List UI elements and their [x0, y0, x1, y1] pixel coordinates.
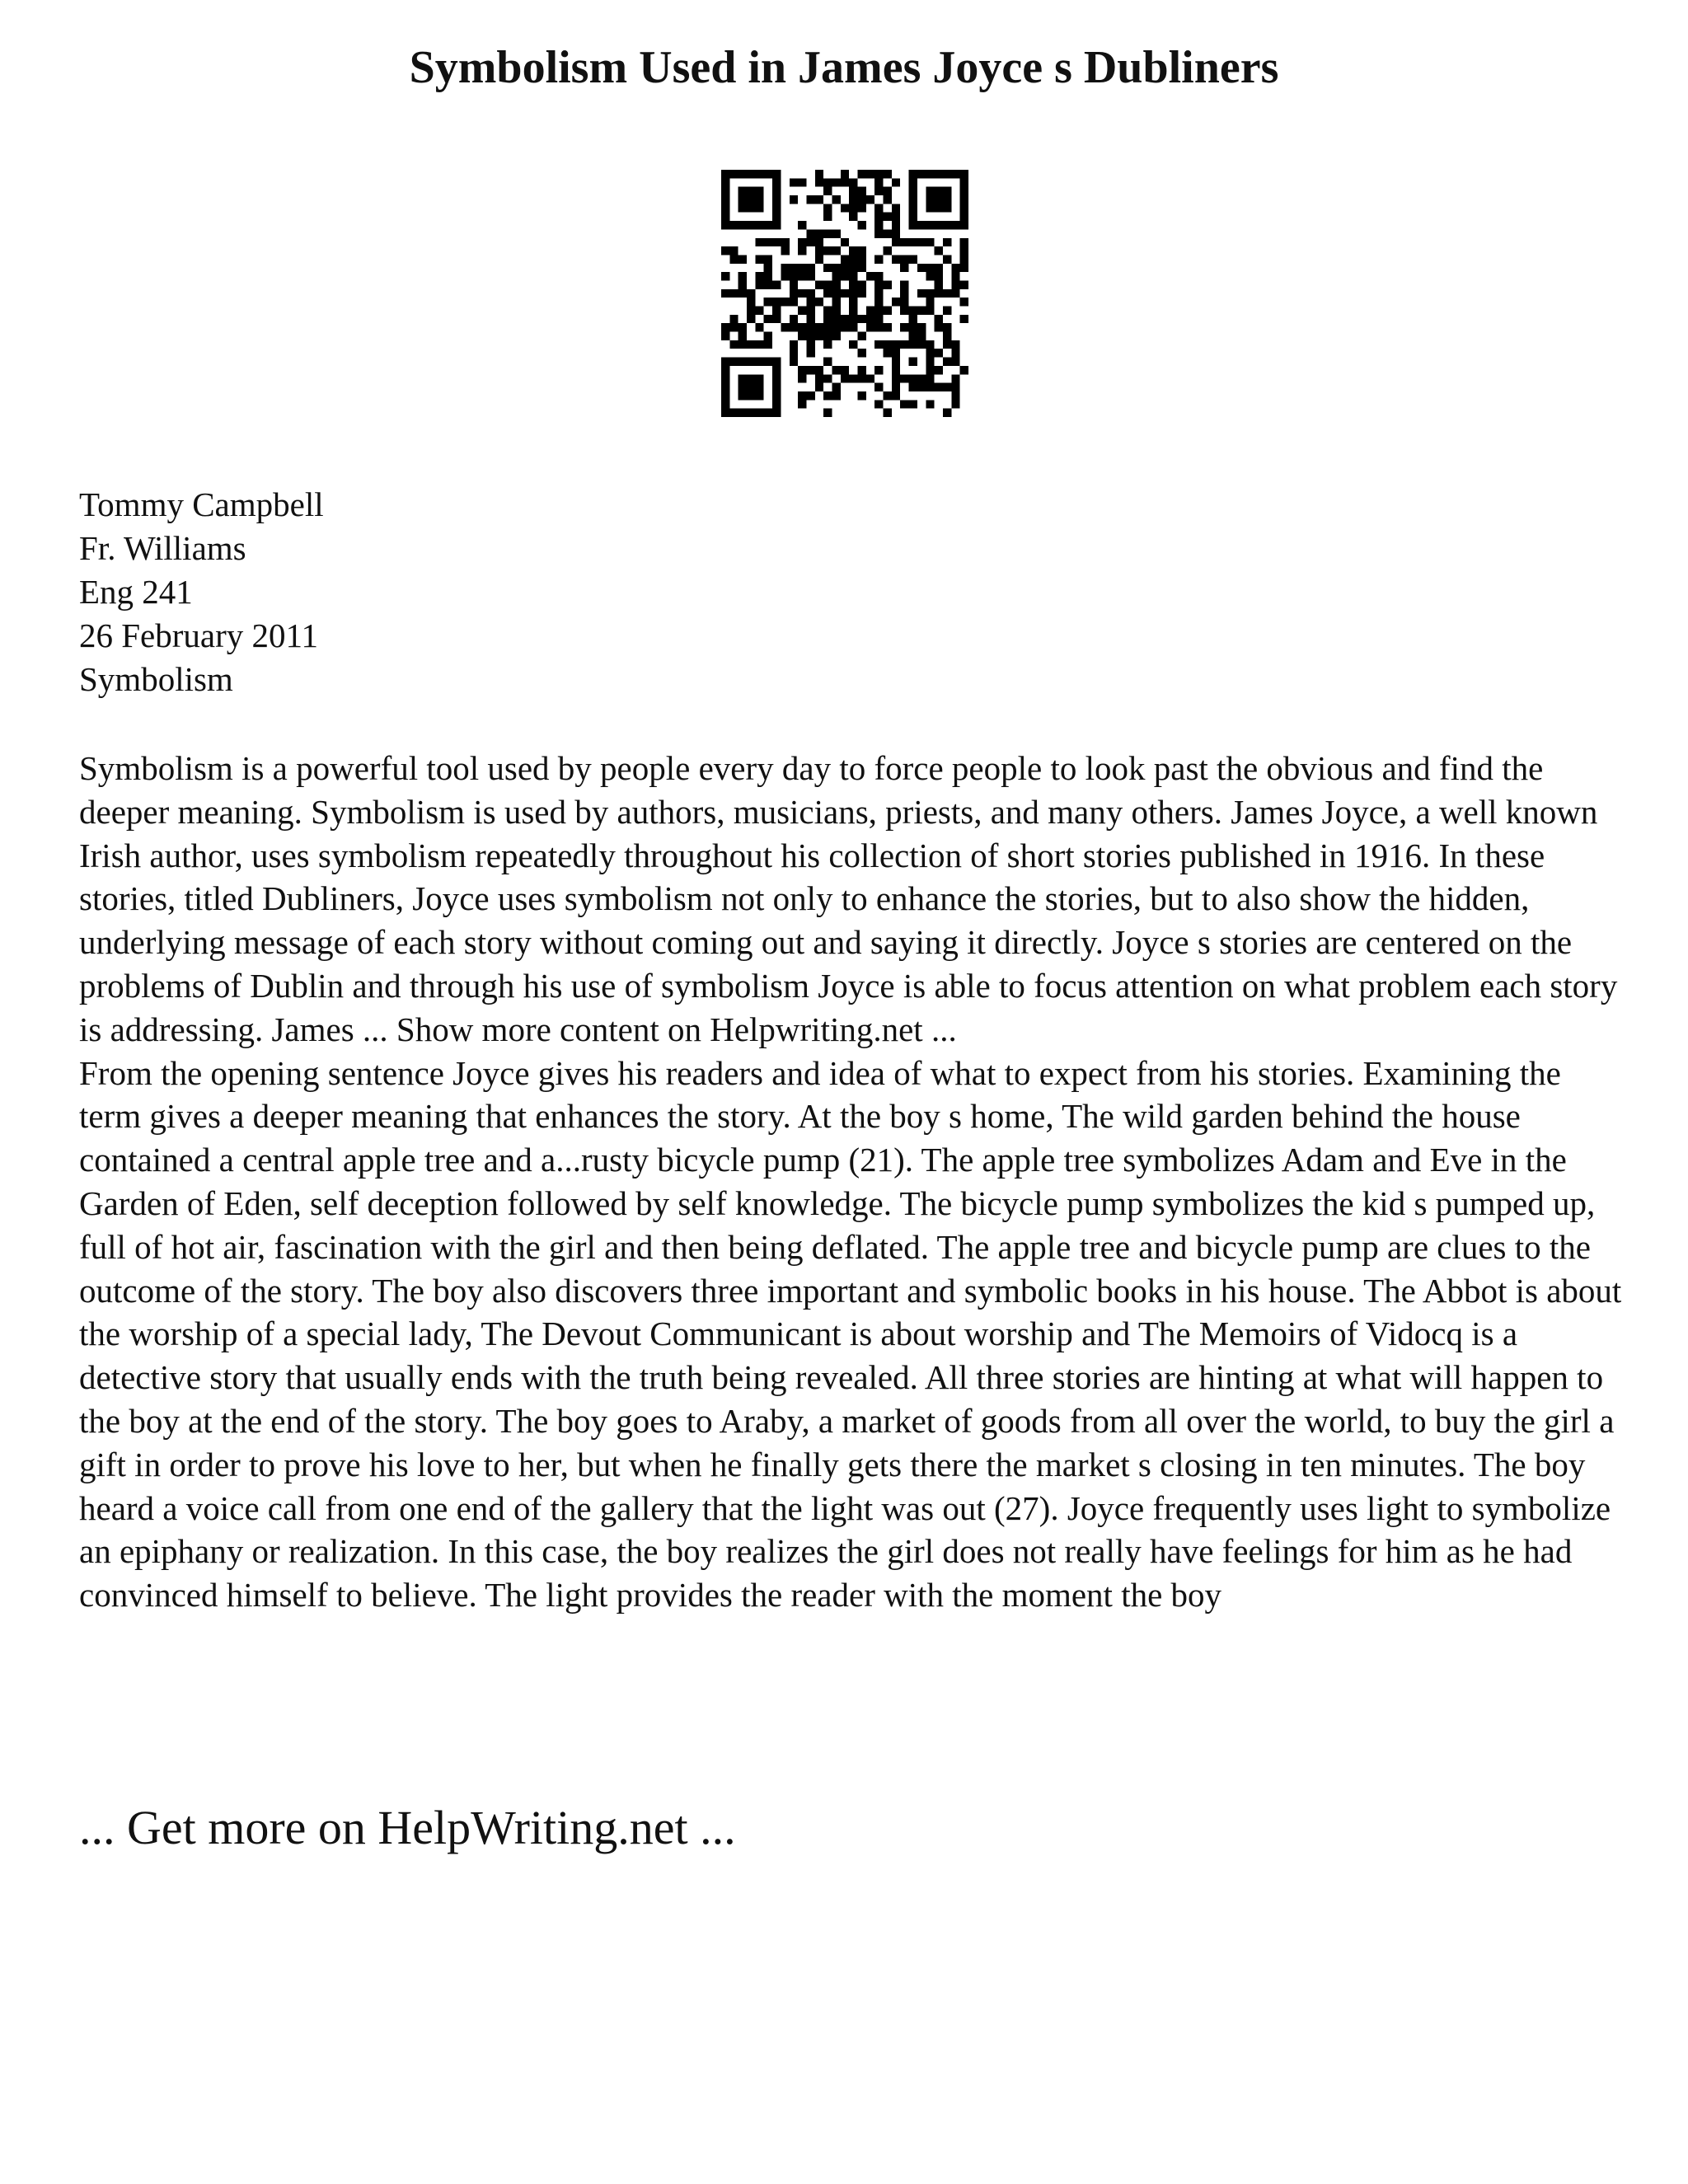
author-name: Tommy Campbell [79, 485, 324, 523]
instructor-name: Fr. Williams [79, 529, 246, 567]
author-header [79, 483, 1612, 701]
document-date: 26 February 2011 [79, 616, 318, 654]
essay-body [79, 747, 1629, 1617]
paragraph: From the opening sentence Joyce gives his readers and idea of what to expect from his stories. Examining the term gives a deeper meaning that enhances the story. At the boy s home, The wild garden behind the house contained a central apple tree and a...rusty bicycle pump (21). The apple tree symbolizes Adam and Eve in the Garden of Eden, self deception followed by self knowledge. The bicycle pump symbolizes the kid s pumped up, full of hot air, fascination with the girl and then being deflated. The apple tree and bicycle pump are clues to the outcome of the story. The boy also discovers three important and symbolic books in his house. The Abbot is about the worship of a special lady, The Devout Communicant is about worship and The Memoirs of Vidocq is a detective story that usually ends with the truth being revealed. All three stories are hinting at what will happen to the boy at the end of the story. The boy goes to Araby, a market of goods from all over the world, to buy the girl a gift in order to prove his love to her, but when he finally gets there the market s closing in ten minutes. The boy heard a voice call from one end of the gallery that the light was out (27). Joyce frequently uses light to symbolize an epiphany or realization. In this case, the boy realizes the girl does not really have feelings for him as he had convinced himself to believe. The light provides the reader with the moment the boy [79, 1053, 1622, 1615]
qr-code-icon [721, 170, 968, 417]
course-code: Eng 241 [79, 573, 193, 611]
document-title: Symbolism Used in James Joyce s Dubliners [409, 42, 1279, 93]
document-subject: Symbolism [79, 660, 233, 698]
get-more-link[interactable]: ... Get more on HelpWriting.net ... [79, 1801, 736, 1854]
paragraph: Symbolism is a powerful tool used by people every day to force people to look past the obvious and find the deeper meaning. Symbolism is used by authors, musicians, priests, and many others. James Joyce, a well known Irish author, uses symbolism repeatedly throughout his collection of short stories published in 1916. In these stories, titled Dubliners, Joyce uses symbolism not only to enhance the stories, but to also show the hidden, underlying message of each story without coming out and saying it directly. Joyce s stories are centered on the problems of Dublin and through his use of symbolism Joyce is able to focus attention on what problem each story is addressing. James ... Show more content on Helpwriting.net ... [79, 749, 1618, 1048]
